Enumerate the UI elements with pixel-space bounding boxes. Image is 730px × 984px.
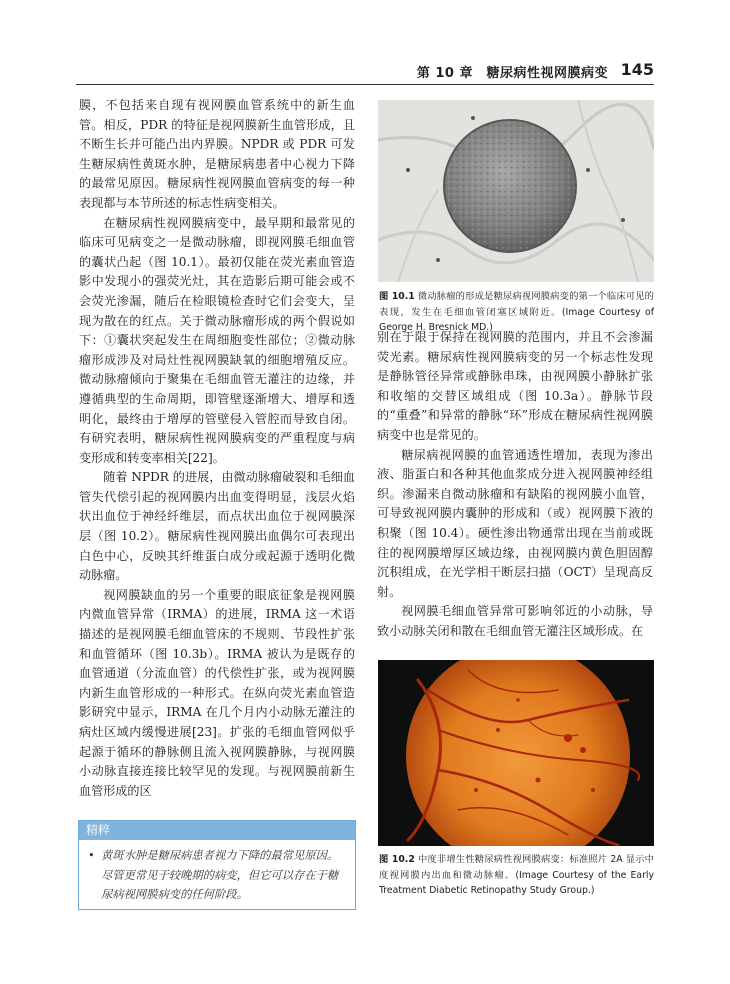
header-rule [76,84,654,85]
chapter-title: 第 10 章 糖尿病性视网膜病变 [416,66,608,81]
essence-box-body [79,840,355,905]
paragraph: 糖尿病视网膜的血管通透性增加，表现为渗出液、脂蛋白和各种其他血浆成分进入视网膜神经组织。渗漏来自微动脉瘤和有缺陷的视网膜小血管，可导致视网膜内囊肿的形成和（或）视网膜下液的积聚（图 10.4）。硬性渗出物通常出现在当前或既往的视网膜增厚区域边缘，由视网膜内黄色胆固醇沉积组成，在光学相干断层扫描（OCT）呈现高反射。 [377,447,653,599]
fundus-graphic [378,660,654,846]
micrograph-graphic [378,100,654,282]
running-header [76,60,654,82]
figure-fundus-photo [378,660,654,846]
figure2-caption [379,852,654,899]
paragraph: 随着 NPDR 的进展，由微动脉瘤破裂和毛细血管失代偿引起的视网膜内出血变得明显，浅层火焰状出血位于神经纤维层，而点状出血位于视网膜深层（图 10.2）。糖尿病性视网膜出血偶尔可表现出白色中心，反映其纤维蛋白成分或起源于透明化微动脉瘤。 [79,470,355,583]
figure1-caption-text: 微动脉瘤的形成是糖尿病视网膜病变的第一个临床可见的表现，发生在毛细血管闭塞区域附近。(Image Courtesy of George H. Bresnick MD.) [379,291,654,333]
essence-box-text: 黄斑水肿是糖尿病患者视力下降的最常见原因。尽管更常见于较晚期的病变，但它可以存在于糖尿病视网膜病变的任何阶段。 [101,849,339,901]
paragraph: 在糖尿病性视网膜病变中，最早期和最常见的临床可见病变之一是微动脉瘤，即视网膜毛细血管的囊状凸起（图 10.1）。最初仅能在荧光素血管造影中发现小的强荧光灶，其在造影后期可能会或不会荧光渗漏，随后在检眼镜检查时它们会变大，呈现为散在的红点。关于微动脉瘤形成的两个假说如下：①囊状突起发生在周细胞变性部位；②微动脉瘤形成涉及对局灶性视网膜缺氧的细胞增殖反应。微动脉瘤倾向于聚集在毛细血管无灌注的边缘，并遵循典型的生命周期，即管壁逐渐增大、增厚和透明化，最终由于增厚的管壁侵入管腔而导致自闭。有研究表明，糖尿病性视网膜病变的严重程度与病变形成和转变率相关[22]。 [79,215,355,465]
figure1-label: 图 10.1 [379,291,415,302]
paragraph: 视网膜毛细血管异常可影响邻近的小动脉，导致小动脉关闭和散在毛细血管无灌注区域形成。在 [377,604,653,638]
paragraph: 视网膜缺血的另一个重要的眼底征象是视网膜内微血管异常（IRMA）的进展，IRMA 这一术语描述的是视网膜毛细血管床的不规则、节段性扩张和血管循环（图 10.3b）。IRMA 被认为是既存的血管通道（分流血管）的代偿性扩张，或为视网膜内新生血管形成的一种形式。在纵向荧光素血管造影研究中显示，IRMA 在几个月内小动脉无灌注的病灶区域内缓慢进展[23]。扩张的毛细血管网似乎起源于循环的静脉侧且流入视网膜静脉，与视网膜小动脉直接连接比较罕见的发现。与视网膜前新生血管形成的区 [79,587,355,798]
left-column [79,96,355,801]
paragraph: 别在于限于保持在视网膜的范围内，并且不会渗漏荧光素。糖尿病性视网膜病变的另一个标志性发现是静脉管径异常或静脉串珠，由视网膜小静脉扩张和收缩的交替区域组成（图 10.3a）。静脉节段的“重叠”和异常的静脉“环”形成在糖尿病性视网膜病变中也是常见的。 [377,330,653,442]
paragraph: 膜，不包括来自现有视网膜血管系统中的新生血管。相反，PDR 的特征是视网膜新生血管形成，且不断生长并可能凸出内界膜。NPDR 或 PDR 可发生糖尿病性黄斑水肿，是糖尿病患者中心视力下降的最常见原因。糖尿病性视网膜血管病变的每一种表现都与本节所述的标志性病变相关。 [79,98,355,210]
figure2-label: 图 10.2 [379,854,415,865]
essence-box-title: 精粹 [79,821,355,840]
figure-microaneurysm-image [378,100,654,282]
essence-box [78,820,356,910]
page-number: 145 [620,60,654,79]
bullet-icon: • [88,849,95,862]
right-column [377,328,653,642]
figure2-caption-text: 中度非增生性糖尿病性视网膜病变：标准照片 2A 显示中度视网膜内出血和微动脉瘤。(Image Courtesy of the Early Treatment Diabetic Retinopathy Study Group.) [379,854,654,896]
